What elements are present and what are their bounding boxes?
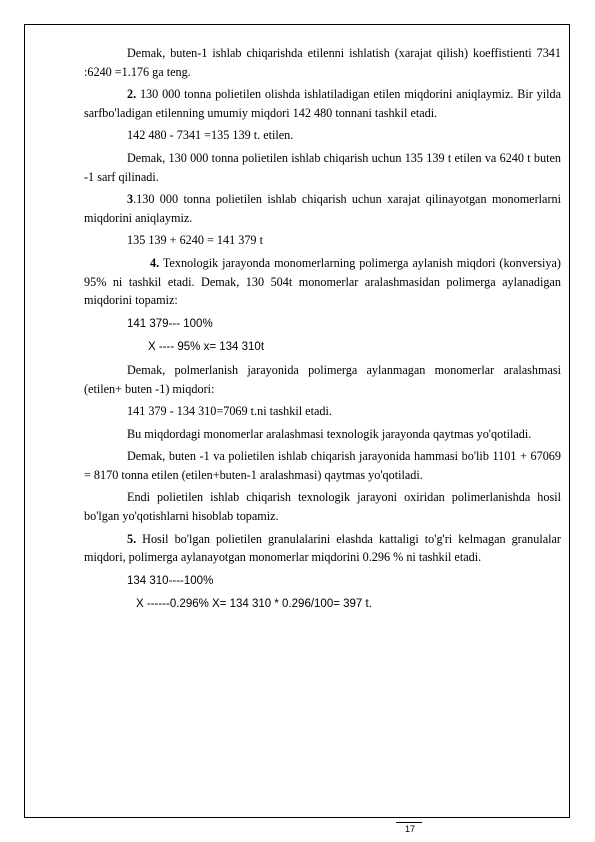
step-number: 4. <box>150 255 160 270</box>
proportion-line-4: X ------0.296% X= 134 310 * 0.296/100= 397 t. <box>136 598 372 611</box>
page-number: 17 <box>404 824 415 834</box>
paragraph-coefficient: Demak, buten-1 ishlab chiqarishda etilenni ishlatish (xarajat qilish) koeffistienti 7341 :6240 =1.176 ga teng. <box>84 46 561 79</box>
calc-ethylene: 142 480 - 7341 =135 139 t. etilen. <box>127 128 294 143</box>
paragraph-total-loss: Demak, buten -1 va polietilen ishlab chiqarish jarayonida hammasi bo'lib 1101 + 67069 = 8170 tonna etilen (etilen+buten-1 aralashmasi) qaytmas yo'qotiladi. <box>84 449 561 482</box>
step-number: 3 <box>127 192 134 207</box>
paragraph-unreacted: Demak, polmerlanish jarayonida polimerga aylanmagan monomerlar aralashmasi (etilen+ buten -1) miqdori: <box>84 362 561 396</box>
document-body <box>84 44 561 618</box>
paragraph-end-losses: Endi polietilen ishlab chiqarish texnologik jarayoni oxiridan polimerlanishda hosil bo'lgan yo'qotishlarni hisoblab topamiz. <box>84 490 561 524</box>
calc-monomers: 135 139 + 6240 = 141 379 t <box>127 233 263 248</box>
proportion-line-2: X ---- 95% x= 134 310t <box>148 341 265 354</box>
page-number-rule <box>396 822 422 823</box>
calc-unreacted: 141 379 - 134 310=7069 t.ni tashkil etadi. <box>127 404 332 419</box>
step-number: 5. <box>127 531 137 546</box>
paragraph-step-2: 2. 130 000 tonna polietilen olishda ishlatiladigan etilen miqdorini aniqlaymiz. Bir yilda sarfbo'ladigan etilenning umumiy miqdori 142 480 tonnani tashkil etadi. <box>84 87 561 120</box>
proportion-line-1: 141 379--- 100% <box>127 317 213 330</box>
paragraph-irreversible: Bu miqdordagi monomerlar aralashmasi texnologik jarayonda qaytmas yo'qotiladi. <box>127 426 532 441</box>
paragraph-step-4: 4. Texnologik jarayonda monomerlarning polimerga aylanish miqdori (konversiya) 95% ni tashkil etadi. Demak, 130 504t monomerlar aralashmasidan polimerga aylanadigan miqdorini topamiz: <box>84 255 561 308</box>
paragraph-consumption: Demak, 130 000 tonna polietilen ishlab chiqarish uchun 135 139 t etilen va 6240 t buten -1 sarf qilinadi. <box>84 150 561 184</box>
paragraph-step-3: 3.130 000 tonna polietilen ishlab chiqarish uchun xarajat qilinayotgan monomerlarni miqdorini aniqlaymiz. <box>84 192 561 225</box>
proportion-line-3: 134 310----100% <box>127 574 214 587</box>
step-number: 2. <box>127 87 137 102</box>
paragraph-step-5: 5. Hosil bo'lgan polietilen granulalarini elashda kattaligi to'g'ri kelmagan granulalar miqdori, polimerga aylanayotgan monomerlar miqdorini 0.296 % ni tashkil etadi. <box>84 531 561 565</box>
